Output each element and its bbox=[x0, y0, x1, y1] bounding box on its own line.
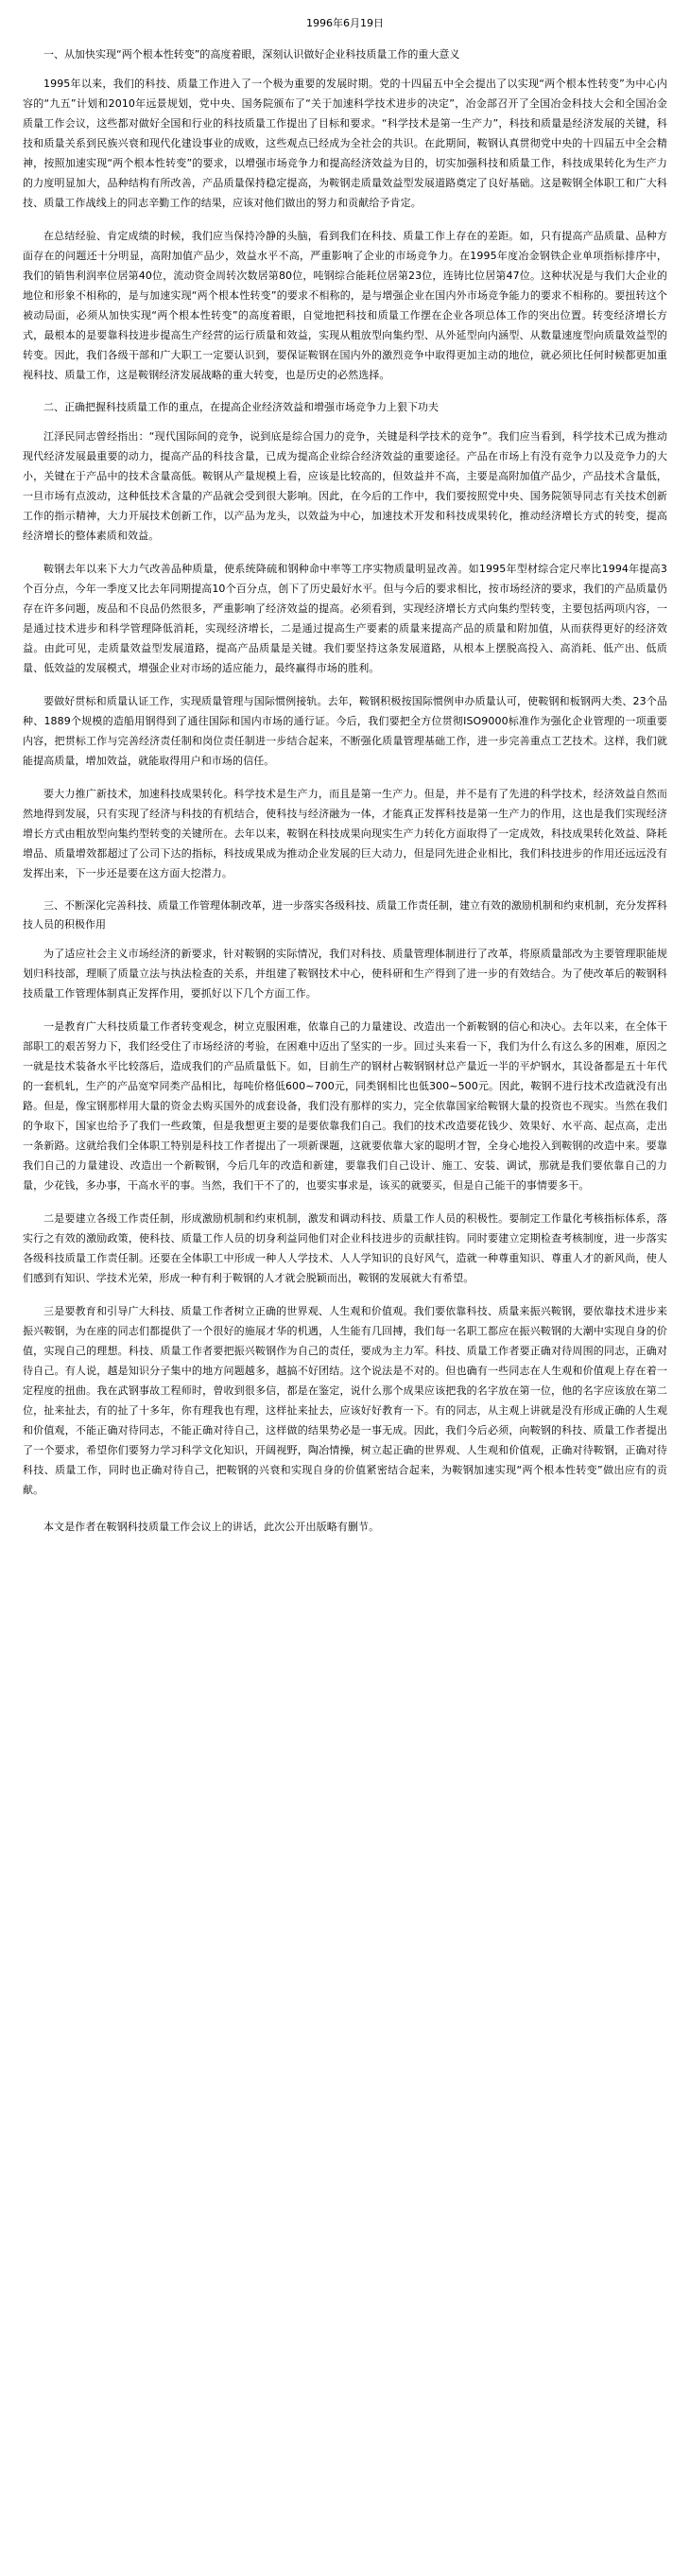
section-3-heading: 三、不断深化完善科技、质量工作管理体制改革，进一步落实各级科技、质量工作责任制，建立有效的激励机制和约束机制，充分发挥科技人员的积极作用 bbox=[23, 899, 667, 931]
section-3-paragraph-4: 三是要教育和引导广大科技、质量工作者树立正确的世界观、人生观和价值观。我们要依靠科技、质量来振兴鞍钢，要依靠技术进步来振兴鞍钢，为在座的同志们都提供了一个很好的施展才华的机遇，人生能有几回搏，我们每一名职工都应在振兴鞍钢的大潮中实现自身的价值，实现自己的理想。科技、质量工作者要把振兴鞍钢作为自己的责任，要成为主力军。科技、质量工作者要正确对待周围的同志，正确对待自己。有人说，越是知识分子集中的地方问题越多，越搞不好团结。这个说法是不对的。但也确有一些同志在人生观和价值观上存在着一定程度的扭曲。我在武钢事故工程师时，曾收到很多信，都是在鉴定，说什么那个成果应该把我的名字放在第一位，他的名字应该放在第二位，扯来扯去，有的扯了十多年，你有理我也有理，这样扯来扯去，应该好好教育一下。有的同志，从主观上讲就是没有形成正确的人生观和价值观，不能正确对待同志，不能正确对待自己，这样做的结果势必是一事无成。因此，我们今后必须，向鞍钢的科技、质量工作者提出了一个要求，希望你们要努力学习科学文化知识，开阔视野，陶冶情操，树立起正确的世界观、人生观和价值观，正确对待鞍钢，正确对待科技、质量工作，同时也正确对待自己，把鞍钢的兴衰和实现自身的价值紧密结合起来，为鞍钢加速实现“两个根本性转变”做出应有的贡献。 bbox=[23, 1305, 667, 1496]
section-3-paragraph-3: 二是要建立各级工作责任制，形成激励机制和约束机制，激发和调动科技、质量工作人员的积极性。要制定工作量化考核指标体系，落实行之有效的激励政策，使科技、质量工作人员的切身利益同他们对企业科技进步的贡献挂钩。同时要建立定期检查考核制度，进一步落实各级科技质量工作责任制。还要在全体职工中形成一种人人学技术、人人学知识的良好风气，造就一种尊重知识、尊重人才的新风尚，使人们感到有知识、学技术光荣，形成一种有利于鞍钢的人才就会脱颖而出，鞍钢的发展就大有希望。 bbox=[23, 1212, 667, 1284]
section-1-heading: 一、从加快实现“两个根本性转变”的高度着眼，深刻认识做好企业科技质量工作的重大意义 bbox=[43, 48, 460, 61]
section-2-paragraph-2: 鞍钢去年以来下大力气改善品种质量，使系统降硫和钢种命中率等工序实物质量明显改善。如1995年型材综合定尺率比1994年提高3个百分点，今年一季度又比去年同期提高10个百分点，创下了历史最好水平。但与今后的要求相比，按市场经济的要求，我们的产品质量仍存在许多问题，废品和不良品仍然很多，严重影响了经济效益的提高。必须看到，实现经济增长方式向集约型转变，主要包括两项内容，一是通过技术进步和科学管理降低消耗，实现经济增长，二是通过提高生产要素的质量来提高产品的质量和附加值，从而获得更好的经济效益。由此可见，走质量效益型发展道路，提高产品质量是关键。我们要坚持这条发展道路，从根本上摆脱高投入、高消耗、低产出、低质量、低效益的发展模式，增强企业对市场的适应能力，最终赢得市场的胜利。 bbox=[23, 563, 667, 674]
section-1-paragraph-2: 在总结经验、肯定成绩的时候，我们应当保持冷静的头脑，看到我们在科技、质量工作上存在的差距。如，只有提高产品质量、品种方面存在的问题还十分明显，高附加值产品少，效益水平不高，严重影响了企业的市场竞争力。在1995年度冶金钢铁企业单项指标排序中，我们的销售利润率位居第40位，流动资金周转次数居第80位，吨钢综合能耗位居第23位，连铸比位居第47位。这种状况是与我们大企业的地位和形象不相称的，是与加速实现“两个根本性转变”的要求不相称的，是与增强企业在国内外市场竞争能力的要求不相称的。要扭转这个被动局面，必须从加快实现“两个根本性转变”的高度着眼，自觉地把科技和质量工作摆在企业各项总体工作的突出位置。转变经济增长方式，最根本的是要靠科技进步提高生产经营的运行质量和效益，实现从粗放型向集约型、从外延型向内涵型、从数量速度型向质量效益型的转变。因此，我们各级干部和广大职工一定要认识到，要保证鞍钢在国内外的激烈竞争中取得更加主动的地位，就必须比任何时候都更加重视科技、质量工作，这是鞍钢经济发展战略的重大转变，也是历史的必然选择。 bbox=[23, 230, 667, 381]
section-3 bbox=[23, 896, 667, 1500]
section-2 bbox=[23, 398, 667, 883]
section-3-paragraph-1: 为了适应社会主义市场经济的新要求，针对鞍钢的实际情况，我们对科技、质量管理体制进行了改革，将原质量部改为主要管理职能规划归科技部，理顺了质量立法与执法检查的关系，并组建了鞍钢技术中心，使科研和生产得到了进一步的有效结合。为了使改革后的鞍钢科技质量工作管理体制真正发挥作用，要抓好以下几个方面工作。 bbox=[23, 948, 667, 1000]
section-1-paragraph-1: 1995年以来，我们的科技、质量工作进入了一个极为重要的发展时期。党的十四届五中全会提出了以实现“两个根本性转变”为中心内容的“九五”计划和2010年远景规划，党中央、国务院颁布了“关于加速科学技术进步的决定”，冶金部召开了全国冶金科技大会和全国冶金质量工作会议，这些都对做好全国和行业的科技质量工作提出了目标和要求。“科学技术是第一生产力”，科技和质量是经济发展的关键，科技和质量关系到民族兴衰和现代化建设事业的成败，这些观点已经成为全社会的共识。在此期间，鞍钢认真贯彻党中央的十四届五中全会精神，按照加速实现“两个根本性转变”的要求，以增强市场竞争力和提高经济效益为目的，切实加强科技和质量工作，科技成果转化为生产力的力度明显加大，品种结构有所改善，产品质量保持稳定提高，为鞍钢走质量效益型发展道路奠定了良好基础。这是鞍钢全体职工和广大科技、质量工作战线上的同志辛勤工作的结果，应该对他们做出的努力和贡献给予肯定。 bbox=[23, 78, 667, 209]
section-3-paragraph-2: 一是教育广大科技质量工作者转变观念，树立克服困难，依靠自己的力量建设、改造出一个新鞍钢的信心和决心。去年以来，在全体干部职工的艰苦努力下，我们经受住了市场经济的考验，在困难中迈出了坚实的一步。回过头来看一下，我们为什么有这么多的困难，原因之一就是技术装备水平比较落后，造成我们的产品质量低下。如，目前生产的钢材占鞍钢钢材总产量近一半的平炉钢水，其设备都是五十年代的一套机轧，生产的产品宽窄同类产品相比，每吨价格低600~700元，同类钢相比也低300~500元。因此，鞍钢不进行技术改造就没有出路。但是，像宝钢那样用大量的资金去购买国外的成套设备，我们没有那样的实力，完全依靠国家给鞍钢大量的投资也不现实。当然在我们的争取下，国家也给予了我们一些政策，但是我想更主要的是要依靠我们自己。我们的技术改造要花钱少、效果好、水平高、起点高，走出一条新路。这就给我们全体职工特别是科技工作者提出了一项新课题，这就要依靠大家的聪明才智，全身心地投入到鞍钢的改造中来。要靠我们自己的力量建设、改造出一个新鞍钢，今后几年的改造和新建，要靠我们自己设计、施工、安装、调试，那就是我们要依靠自己的力量，少花钱，多办事，干高水平的事。当然，我们干不了的，也要实事求是，该买的就要买，但是自己能干的事情要多干。 bbox=[23, 1020, 667, 1192]
document-date: 1996年6月19日 bbox=[306, 17, 384, 29]
closing-note: 本文是作者在鞍钢科技质量工作会议上的讲话，此次公开出版略有删节。 bbox=[43, 1521, 380, 1533]
section-2-paragraph-4: 要大力推广新技术，加速科技成果转化。科学技术是生产力，而且是第一生产力。但是，并不是有了先进的科学技术，经济效益自然而然地得到发展，只有实现了经济与科技的有机结合，使科技与经济融为一体，才能真正发挥科技是第一生产力的作用，这也是我们实现经济增长方式由粗放型向集约型转变的关键所在。去年以来，鞍钢在科技成果向现实生产力转化方面取得了一定成效，科技成果转化效益、降耗增品、质量增效都超过了公司下达的指标，科技成果成为推动企业发展的巨大动力，但是同先进企业相比，我们科技进步的作用还远远没有发挥出来，下一步还是要在这方面大挖潜力。 bbox=[23, 788, 667, 879]
section-2-heading: 二、正确把握科技质量工作的重点，在提高企业经济效益和增强市场竞争力上狠下功夫 bbox=[43, 401, 439, 413]
section-2-paragraph-1: 江泽民同志曾经指出：“现代国际间的竞争，说到底是综合国力的竞争，关键是科学技术的竞争”。我们应当看到，科学技术已成为推动现代经济发展最重要的动力，提高产品的科技含量，已成为提高企业综合经济效益的重要途径。产品在市场上有没有竞争力以及竞争力的大小，关键在于产品中的技术含量高低。鞍钢从产量规模上看，应该是比较高的，但效益并不高，主要是高附加值产品少，产品技术含量低，一旦市场有点波动，这种低技术含量的产品就会受到很大影响。因此，在今后的工作中，我们要按照党中央、国务院领导同志有关技术创新工作的指示精神，大力开展技术创新工作，以产品为龙头，以效益为中心，加速技术开发和科技成果转化，推动经济增长方式的转变，提高经济增长的整体素质和效益。 bbox=[23, 430, 667, 542]
section-1 bbox=[23, 45, 667, 385]
section-2-paragraph-3: 要做好贯标和质量认证工作，实现质量管理与国际惯例接轨。去年，鞍钢积极按国际惯例申办质量认可，使鞍钢和板钢两大类、23个品种、1889个规模的造船用钢得到了通往国际和国内市场的通行证。今后，我们要把全方位贯彻ISO9000标准作为强化企业管理的一项重要内容，把贯标工作与完善经济责任制和岗位责任制进一步结合起来，不断强化质量管理基础工作，进一步完善重点工艺技术。这样，我们就能提高质量，增加效益，就能取得用户和市场的信任。 bbox=[23, 695, 667, 767]
